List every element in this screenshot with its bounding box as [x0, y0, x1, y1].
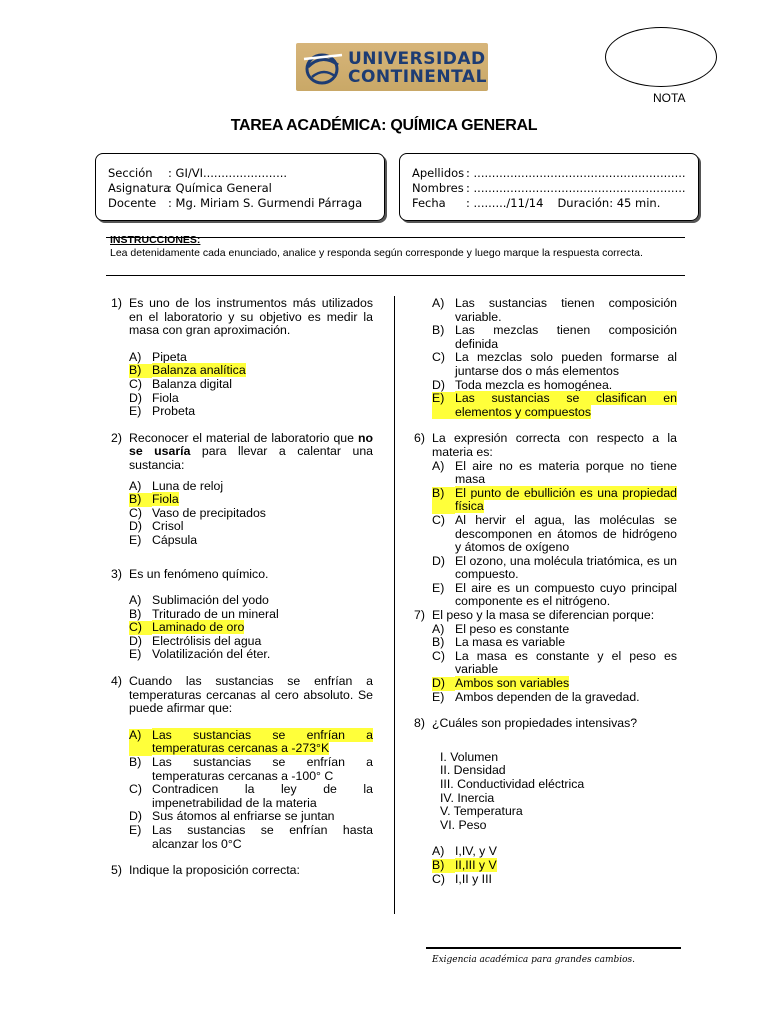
option[interactable]: A) Pipeta	[129, 349, 187, 364]
option[interactable]: A) Sublimación del yodo	[129, 593, 269, 608]
option[interactable]: C) Vaso de precipitados	[129, 505, 266, 520]
option[interactable]: A) El aire no es materia porque no tiene masa	[432, 458, 677, 487]
option-selected[interactable]: B) El punto de ebullición es una propiedad física	[432, 485, 677, 514]
property-list-item: IV. Inercia	[440, 790, 495, 805]
option[interactable]: E) Ambos dependen de la gravedad.	[432, 689, 640, 704]
logo-text-line2: CONTINENTAL	[348, 67, 487, 87]
instructions-bottom-rule	[106, 275, 685, 276]
property-list-item: III. Conductividad eléctrica	[440, 777, 585, 791]
property-list-item: II. Densidad	[440, 763, 506, 778]
option[interactable]: B) Las mezclas tienen composición definida	[432, 323, 677, 351]
option[interactable]: D) El ozono, una molécula triatómica, es un compuesto.	[432, 553, 677, 582]
footer-rule	[426, 947, 681, 949]
instructions-text: Lea detenidamente cada enunciado, analice y responda según corresponde y luego marque la respuesta correcta.	[110, 247, 643, 259]
option[interactable]: A) El peso es constante	[432, 621, 570, 636]
question-text: Indique la proposición correcta:	[129, 863, 300, 878]
grade-label: NOTA	[653, 91, 686, 105]
option[interactable]: C) La mezclas solo pueden formarse al juntarse dos o más elementos	[432, 350, 677, 378]
question-text: Es un fenómeno químico.	[129, 566, 269, 581]
question-6: 6) La expresión correcta con respecto a la materia es:	[414, 431, 677, 459]
option[interactable]: B) Triturado de un mineral	[129, 606, 279, 621]
right-column	[414, 297, 677, 886]
subject-key: Asignatura	[108, 181, 171, 195]
question-8: 8) ¿Cuáles son propiedades intensivas?	[414, 717, 677, 731]
option[interactable]: E) Las sustancias se enfrían hasta alcanzar los 0°C	[129, 823, 373, 851]
option[interactable]: E) Cápsula	[129, 532, 198, 547]
duration-label: Duración: 45 min.	[557, 196, 661, 210]
property-list-item: V. Temperatura	[440, 804, 523, 819]
question-5: 5) Indique la proposición correcta:	[111, 864, 373, 878]
option[interactable]: D) Crisol	[129, 519, 184, 534]
grade-oval	[605, 27, 717, 87]
course-info-box	[95, 153, 385, 221]
question-text: La expresión correcta con respecto a la materia es:	[432, 431, 677, 459]
section-key: Sección	[108, 166, 153, 180]
footer-slogan: Exigencia académica para grandes cambios.	[432, 955, 636, 965]
option[interactable]: E) Probeta	[129, 404, 196, 419]
option[interactable]: D) Fiola	[129, 390, 179, 405]
teacher-key: Docente	[108, 196, 157, 210]
option[interactable]: A) I,IV, y V	[432, 844, 497, 859]
option-selected[interactable]: D) Ambos son variables	[432, 676, 570, 691]
column-divider	[394, 296, 395, 914]
name-field[interactable]: : ..........................................................	[466, 181, 686, 195]
question-text: El peso y la masa se diferencian porque:	[432, 608, 655, 623]
option-selected[interactable]: B) Balanza analítica	[129, 363, 246, 378]
subject-value: : Química General	[168, 181, 272, 195]
property-list-item: I. Volumen	[440, 749, 499, 764]
surname-key: Apellidos	[412, 166, 465, 180]
question-7: 7) El peso y la masa se diferencian porque:	[414, 609, 677, 623]
university-logo	[296, 43, 488, 91]
left-column	[111, 297, 373, 878]
globe-logo-icon	[302, 47, 344, 87]
question-text: Es uno de los instrumentos más utilizados en el laboratorio y su objetivo es medir la masa con gran aproximación.	[129, 296, 373, 338]
question-3: 3) Es un fenómeno químico.	[111, 568, 373, 582]
option[interactable]: C) I,II y III	[432, 871, 492, 886]
student-info-box	[399, 153, 699, 221]
question-text: Cuando las sustancias se enfrían a temperaturas cercanas al cero absoluto. Se puede afirmar que:	[129, 674, 373, 716]
option[interactable]: B) La masa es variable	[432, 635, 566, 650]
option[interactable]: C) Al hervir el agua, las moléculas se descomponen en átomos de hidrógeno y átomos de oxígeno	[432, 512, 677, 555]
option[interactable]: E) Volatilización del éter.	[129, 647, 271, 662]
option[interactable]: C) La masa es constante y el peso es variable	[432, 648, 677, 677]
question-text: Reconocer el material de laboratorio que no se usaría para llevar a calentar una sustancia:	[129, 430, 373, 472]
surname-field[interactable]: : ..........................................................	[466, 166, 686, 180]
question-2: 2) Reconocer el material de laboratorio que no se usaría para llevar a calentar una sustancia:	[111, 430, 373, 472]
question-text: ¿Cuáles son propiedades intensivas?	[432, 716, 638, 731]
logo-text-line1: UNIVERSIDAD	[348, 49, 486, 69]
option[interactable]: D) Sus átomos al enfriarse se juntan	[129, 809, 335, 824]
date-field[interactable]: : ........./11/14	[466, 196, 544, 210]
property-list-item: VI. Peso	[440, 817, 487, 832]
section-value: : GI/VI.......................	[168, 166, 288, 180]
option[interactable]: C) Contradicen la ley de la impenetrabilidad de la materia	[129, 782, 373, 810]
option-selected[interactable]: B) Fiola	[129, 492, 179, 507]
option-selected[interactable]: A) Las sustancias se enfrían a temperaturas cercanas a -273°K	[129, 727, 373, 756]
page-title: TAREA ACADÉMICA: QUÍMICA GENERAL	[230, 117, 538, 134]
option-selected[interactable]: B) II,III y V	[432, 857, 497, 872]
instructions-title: INSTRUCCIONES:	[110, 234, 201, 246]
option[interactable]: C) Balanza digital	[129, 376, 232, 391]
name-key: Nombres	[412, 181, 464, 195]
option-selected[interactable]: C) Laminado de oro	[129, 620, 245, 635]
option-selected[interactable]: E) Las sustancias se clasifican en elementos y compuestos	[432, 391, 677, 419]
option[interactable]: A) Luna de reloj	[129, 478, 224, 493]
option[interactable]: A) Las sustancias tienen composición variable.	[432, 296, 677, 324]
option[interactable]: D) Electrólisis del agua	[129, 633, 262, 648]
teacher-value: : Mg. Miriam S. Gurmendi Párraga	[168, 196, 363, 210]
question-4: 4) Cuando las sustancias se enfrían a temperaturas cercanas al cero absoluto. Se puede afirmar que:	[111, 674, 373, 716]
option[interactable]: D) Toda mezcla es homogénea.	[432, 377, 613, 392]
question-1: 1) Es uno de los instrumentos más utilizados en el laboratorio y su objetivo es medir la masa con gran aproximación.	[111, 296, 373, 338]
option[interactable]: B) Las sustancias se enfrían a temperaturas cercanas a -100° C	[129, 755, 373, 783]
option[interactable]: E) El aire es un compuesto cuyo principal componente es el nitrógeno.	[432, 580, 677, 609]
date-key: Fecha	[412, 196, 446, 210]
